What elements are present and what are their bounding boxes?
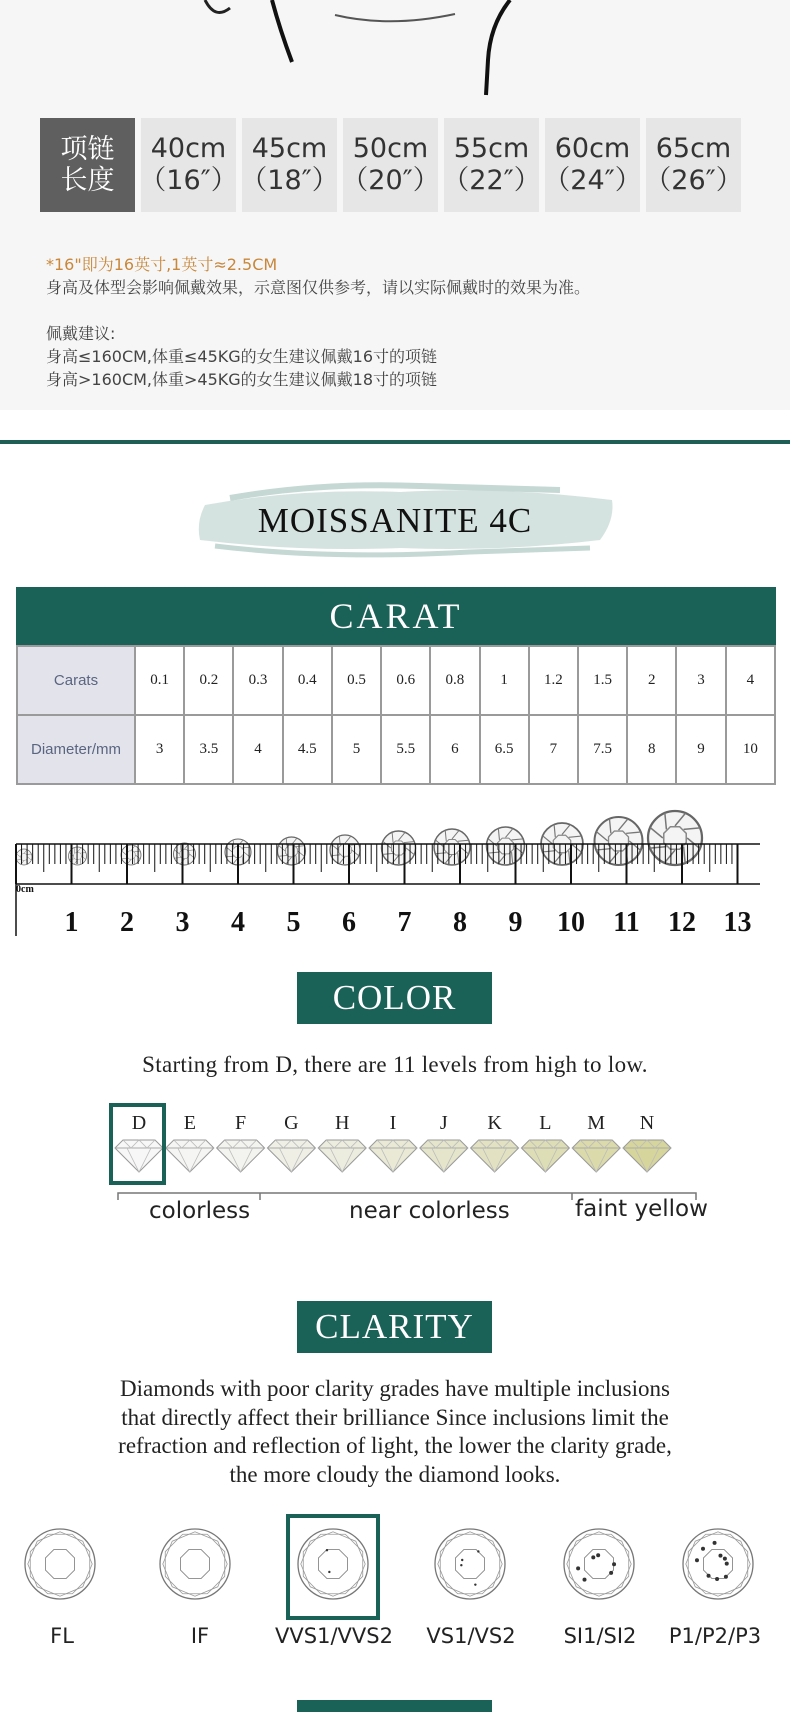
color-grade-letter: G <box>284 1112 299 1134</box>
ruler-numbers <box>65 907 752 938</box>
carat-banner: CARAT <box>16 587 776 645</box>
advice-line-2: 身高>160CM,体重>45KG的女生建议佩戴18寸的项链 <box>46 370 438 389</box>
ruler-number: 7 <box>397 907 412 938</box>
table-cell: 7 <box>529 715 578 784</box>
clarity-label: VVS1/VVS2 <box>275 1624 393 1648</box>
carat-table <box>16 645 776 785</box>
table-row <box>17 646 775 715</box>
ruler-number: 1 <box>64 907 79 938</box>
table-cell: 5.5 <box>381 715 430 784</box>
length-option: 50cm （20″） <box>343 118 438 212</box>
length-option: 40cm （16″） <box>141 118 236 212</box>
range-label-colorless: colorless <box>149 1198 251 1224</box>
ruler-number: 12 <box>668 907 696 938</box>
ruler-number: 11 <box>613 907 640 938</box>
clarity-label: P1/P2/P3 <box>668 1624 762 1648</box>
diamond-icon <box>434 829 470 865</box>
table-cell: 4.5 <box>283 715 332 784</box>
color-description: Starting from D, there are 11 levels from high to low. <box>142 1052 648 1077</box>
color-diamond-icon <box>318 1140 366 1172</box>
advice-line-1: 身高≤160CM,体重≤45KG的女生建议佩戴16寸的项链 <box>46 347 438 366</box>
table-cell: 0.3 <box>233 646 282 715</box>
table-cell: 3 <box>676 646 725 715</box>
length-header: 项链 长度 <box>40 118 135 212</box>
color-heading: COLOR <box>297 972 492 1024</box>
page-title: MOISSANITE 4C <box>257 501 533 540</box>
table-cell: 0.2 <box>184 646 233 715</box>
diamond-icon <box>487 827 525 865</box>
color-diamond-icon <box>369 1140 417 1172</box>
ruler-number: 13 <box>723 907 752 938</box>
diamond-icon <box>330 835 360 865</box>
table-cell: 7.5 <box>578 715 627 784</box>
disclaimer-note: 身高及体型会影响佩戴效果，示意图仅供参考，请以实际佩戴时的效果为准。 <box>46 278 591 297</box>
clarity-label: VS1/VS2 <box>426 1624 516 1648</box>
row-header-carats: Carats <box>17 646 135 715</box>
clarity-description-line: the more cloudy the diamond looks. <box>229 1461 561 1487</box>
ruler-number: 5 <box>286 907 301 938</box>
clarity-label: IF <box>190 1624 210 1648</box>
color-grade-letter: N <box>639 1112 655 1134</box>
inch-conversion-note: *16"即为16英寸,1英寸≈2.5CM <box>46 255 278 274</box>
brush-stroke-decoration <box>0 0 790 580</box>
table-cell: 1.5 <box>578 646 627 715</box>
color-grade-letter: J <box>439 1112 448 1134</box>
next-section-tab <box>297 1700 492 1712</box>
table-cell: 2 <box>627 646 676 715</box>
clarity-description-line: refraction and reflection of light, the lower the clarity grade, <box>118 1433 672 1458</box>
row-header-diameter: Diameter/mm <box>17 715 135 784</box>
table-cell: 1 <box>480 646 529 715</box>
length-option: 60cm （24″） <box>545 118 640 212</box>
color-grade-letter: M <box>587 1112 606 1134</box>
clarity-highlight-box <box>288 1516 378 1618</box>
clarity-diamond-icon <box>160 1529 230 1599</box>
clarity-heading: CLARITY <box>297 1301 492 1353</box>
table-cell: 4 <box>233 715 282 784</box>
clarity-diamond-icon <box>683 1529 753 1599</box>
clarity-description-line: Diamonds with poor clarity grades have multiple inclusions <box>120 1376 670 1401</box>
clarity-description <box>0 1375 790 1489</box>
diamond-icon <box>595 817 643 865</box>
table-cell: 0.8 <box>430 646 479 715</box>
clarity-diamonds <box>25 1529 753 1599</box>
table-cell: 0.5 <box>332 646 381 715</box>
clarity-diamond-icon <box>564 1529 634 1599</box>
clarity-diamond-icon <box>298 1529 368 1599</box>
table-cell: 6.5 <box>480 715 529 784</box>
color-diamonds <box>115 1140 671 1172</box>
table-cell: 4 <box>726 646 775 715</box>
color-grade-letter: D <box>131 1112 147 1134</box>
table-cell: 1.2 <box>529 646 578 715</box>
clarity-diamond-icon <box>25 1529 95 1599</box>
table-cell: 3 <box>135 715 184 784</box>
length-option: 65cm （26″） <box>646 118 741 212</box>
color-diamond-icon <box>217 1140 265 1172</box>
diamond-icon <box>648 811 702 865</box>
color-grade-letter: H <box>334 1112 350 1134</box>
color-diamond-icon <box>166 1140 214 1172</box>
color-diamond-icon <box>115 1140 163 1172</box>
color-diamond-icon <box>521 1140 569 1172</box>
color-diamond-icon <box>471 1140 519 1172</box>
color-grade-letter: E <box>183 1112 196 1134</box>
ruler-number: 2 <box>120 907 134 938</box>
table-cell: 8 <box>627 715 676 784</box>
color-grade-letter: F <box>235 1112 247 1134</box>
diamond-icon <box>16 849 32 865</box>
ruler-number: 10 <box>557 907 585 938</box>
ruler-number: 4 <box>231 907 245 938</box>
size-ruler <box>0 800 790 945</box>
table-cell: 9 <box>676 715 725 784</box>
color-diamond-icon <box>420 1140 468 1172</box>
table-cell: 3.5 <box>184 715 233 784</box>
table-row <box>17 715 775 784</box>
length-option: 55cm （22″） <box>444 118 539 212</box>
color-grade-letter: I <box>389 1112 397 1134</box>
table-cell: 5 <box>332 715 381 784</box>
advice-title: 佩戴建议: <box>46 324 116 343</box>
table-cell: 0.1 <box>135 646 184 715</box>
range-label-faint-yellow: faint yellow <box>575 1196 708 1222</box>
ruler-number: 9 <box>508 907 523 938</box>
diamond-icon <box>278 837 306 865</box>
color-grade-letter: K <box>487 1112 502 1134</box>
table-cell: 0.6 <box>381 646 430 715</box>
length-option: 45cm （18″） <box>242 118 337 212</box>
table-cell: 0.4 <box>283 646 332 715</box>
color-diamond-icon <box>623 1140 671 1172</box>
ruler-number: 6 <box>342 907 356 938</box>
range-label-near-colorless: near colorless <box>349 1198 510 1224</box>
color-diamond-icon <box>267 1140 315 1172</box>
ruler-number: 3 <box>175 907 190 938</box>
ruler-unit-label: 0cm <box>16 884 34 895</box>
clarity-label: FL <box>50 1624 74 1648</box>
clarity-label: SI1/SI2 <box>563 1624 637 1648</box>
color-grade-letter: L <box>539 1112 552 1134</box>
ruler-number: 8 <box>453 907 467 938</box>
table-cell: 10 <box>726 715 775 784</box>
color-diamond-icon <box>572 1140 620 1172</box>
table-cell: 6 <box>430 715 479 784</box>
clarity-description-line: that directly affect their brilliance Since inclusions limit the <box>121 1404 669 1430</box>
clarity-diamond-icon <box>435 1529 505 1599</box>
